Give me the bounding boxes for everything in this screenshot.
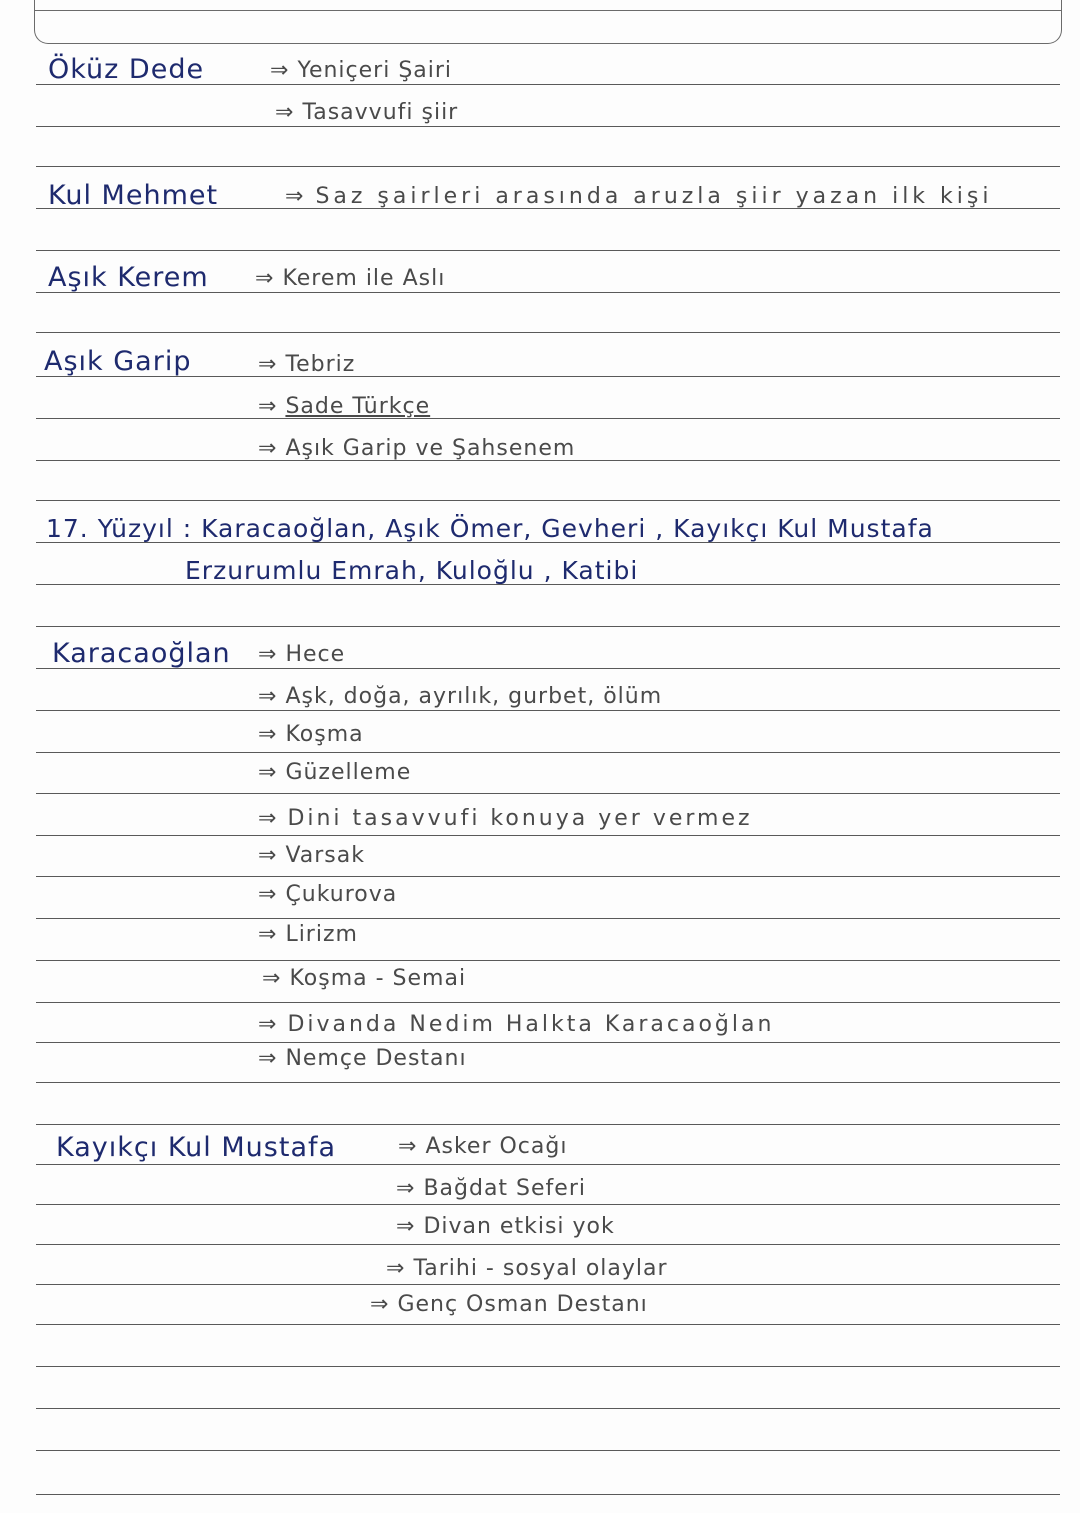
note-item: ⇒ Nemçe Destanı <box>258 1046 467 1071</box>
arrow-icon: ⇒ <box>258 922 278 947</box>
ruled-line <box>36 1204 1060 1205</box>
ruled-line <box>36 835 1060 836</box>
note-item: ⇒ Sade Türkçe <box>258 394 431 419</box>
arrow-icon: ⇒ <box>258 882 278 907</box>
arrow-icon: ⇒ <box>258 806 280 831</box>
arrow-icon: ⇒ <box>386 1256 406 1281</box>
arrow-icon: ⇒ <box>258 722 278 747</box>
century-17-line-1: 17. Yüzyıl : Karacaoğlan, Aşık Ömer, Gevheri , Kayıkçı Kul Mustafa <box>46 514 934 543</box>
ruled-line <box>36 1408 1060 1409</box>
ruled-line <box>36 1042 1060 1043</box>
arrow-icon: ⇒ <box>258 352 278 377</box>
arrow-icon: ⇒ <box>396 1214 416 1239</box>
ruled-line <box>36 1164 1060 1165</box>
arrow-icon: ⇒ <box>262 966 282 991</box>
arrow-icon: ⇒ <box>258 1012 280 1037</box>
note-item: ⇒ Varsak <box>258 843 365 868</box>
arrow-icon: ⇒ <box>258 1046 278 1071</box>
ruled-line <box>36 418 1060 419</box>
header-box-divider <box>35 10 1061 11</box>
note-item: ⇒ Saz şairleri arasında aruzla şiir yazan ilk kişi <box>285 184 993 209</box>
ruled-line <box>36 1244 1060 1245</box>
arrow-icon: ⇒ <box>258 760 278 785</box>
ruled-line <box>36 1284 1060 1285</box>
note-item: ⇒ Koşma - Semai <box>262 966 467 991</box>
note-item: ⇒ Yeniçeri Şairi <box>270 58 453 83</box>
note-item: ⇒ Tasavvufi şiir <box>275 100 459 125</box>
ruled-line <box>36 918 1060 919</box>
arrow-icon: ⇒ <box>285 184 308 209</box>
heading-asik-garip: Aşık Garip <box>44 346 192 377</box>
note-item: ⇒ Hece <box>258 642 346 667</box>
arrow-icon: ⇒ <box>258 843 278 868</box>
note-item: ⇒ Koşma <box>258 722 364 747</box>
note-item: ⇒ Kerem ile Aslı <box>255 266 446 291</box>
note-item: ⇒ Asker Ocağı <box>398 1134 568 1159</box>
arrow-icon: ⇒ <box>258 684 278 709</box>
page-header-box <box>34 0 1062 44</box>
ruled-line <box>36 626 1060 627</box>
heading-kul-mehmet: Kul Mehmet <box>48 180 219 211</box>
ruled-line <box>36 752 1060 753</box>
ruled-line <box>36 710 1060 711</box>
century-17-line-2: Erzurumlu Emrah, Kuloğlu , Katibi <box>185 556 639 585</box>
ruled-line <box>36 1082 1060 1083</box>
note-item: ⇒ Divan etkisi yok <box>396 1214 615 1239</box>
arrow-icon: ⇒ <box>270 58 290 83</box>
heading-okuz-dede: Öküz Dede <box>48 54 205 85</box>
ruled-line <box>36 250 1060 251</box>
ruled-line <box>36 1124 1060 1125</box>
ruled-line <box>36 126 1060 127</box>
arrow-icon: ⇒ <box>258 642 278 667</box>
arrow-icon: ⇒ <box>255 266 275 291</box>
ruled-line <box>36 876 1060 877</box>
note-item: ⇒ Bağdat Seferi <box>396 1176 586 1201</box>
note-item: ⇒ Aşık Garip ve Şahsenem <box>258 436 576 461</box>
arrow-icon: ⇒ <box>258 436 278 461</box>
note-item: ⇒ Genç Osman Destanı <box>370 1292 648 1317</box>
ruled-line <box>36 332 1060 333</box>
note-item: ⇒ Lirizm <box>258 922 358 947</box>
heading-karacaoglan: Karacaoğlan <box>52 638 231 669</box>
heading-century-17: 17. Yüzyıl : <box>46 514 193 543</box>
heading-kayikci-kul-mustafa: Kayıkçı Kul Mustafa <box>56 1132 337 1163</box>
note-item: ⇒ Tebriz <box>258 352 356 377</box>
arrow-icon: ⇒ <box>398 1134 418 1159</box>
heading-asik-kerem: Aşık Kerem <box>48 262 209 293</box>
arrow-icon: ⇒ <box>258 394 278 419</box>
ruled-line <box>36 1494 1060 1495</box>
ruled-line <box>36 166 1060 167</box>
note-item: ⇒ Tarihi - sosyal olaylar <box>386 1256 668 1281</box>
note-item: ⇒ Güzelleme <box>258 760 412 785</box>
ruled-line <box>36 500 1060 501</box>
ruled-line <box>36 1002 1060 1003</box>
arrow-icon: ⇒ <box>396 1176 416 1201</box>
arrow-icon: ⇒ <box>370 1292 390 1317</box>
ruled-line <box>36 1450 1060 1451</box>
note-item: ⇒ Dini tasavvufi konuya yer vermez <box>258 806 753 831</box>
ruled-line <box>36 1366 1060 1367</box>
note-item: ⇒ Divanda Nedim Halkta Karacaoğlan <box>258 1012 775 1037</box>
note-item: ⇒ Aşk, doğa, ayrılık, gurbet, ölüm <box>258 684 663 709</box>
arrow-icon: ⇒ <box>275 100 295 125</box>
ruled-line <box>36 793 1060 794</box>
ruled-line <box>36 1324 1060 1325</box>
ruled-line <box>36 960 1060 961</box>
note-item: ⇒ Çukurova <box>258 882 398 907</box>
